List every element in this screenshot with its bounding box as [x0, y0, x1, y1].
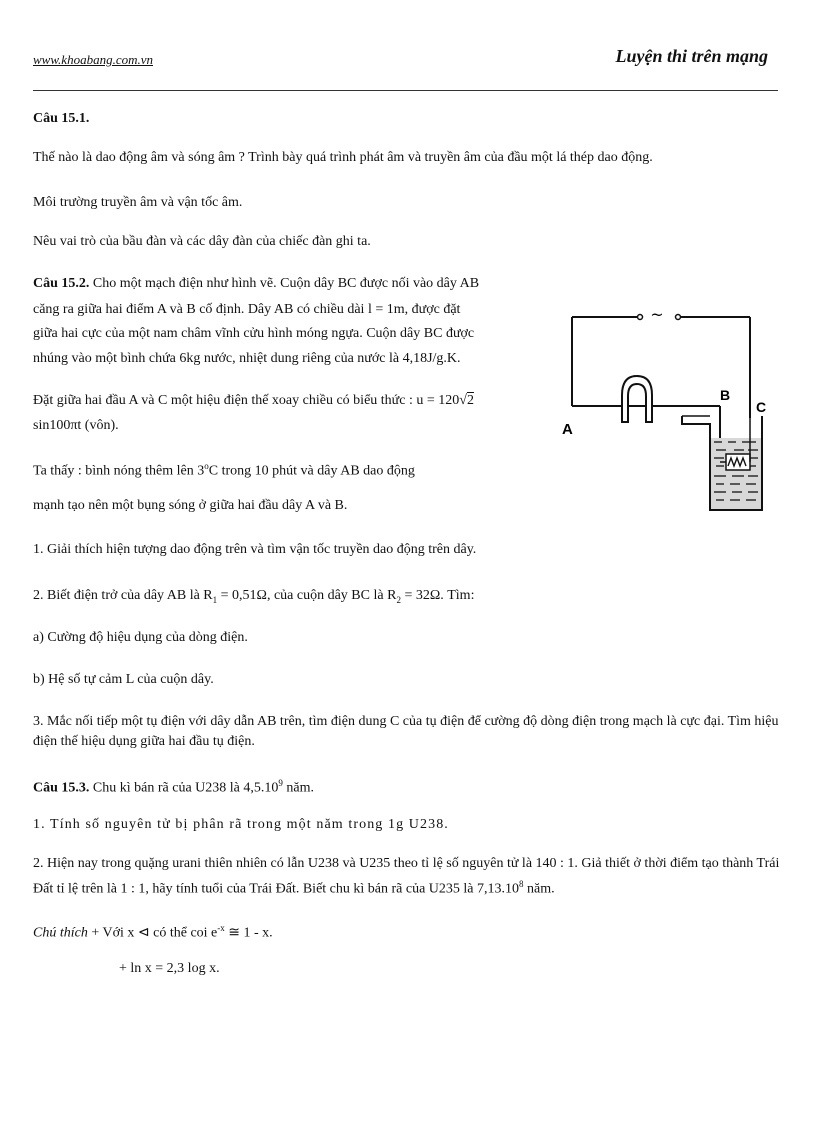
q152-heat: [33, 454, 415, 484]
terminal-right: [676, 315, 681, 320]
header-divider: [33, 90, 778, 91]
terminal-left: [638, 315, 643, 320]
q152-item2: [33, 584, 474, 612]
q152-item3: 3. Mắc nối tiếp một tụ điện với dây dẫn AB trên, tìm điện dung C của tụ điện để cường độ dòng điện trong mạch là cực đại. Tìm hiệu điện thế hiệu dụng giữa hai đầu tụ điện.: [33, 714, 779, 749]
header-tagline: Luyện thi trên mạng: [615, 46, 768, 66]
q152-heat-pre: Ta thấy : bình nóng thêm lên 3: [33, 463, 205, 479]
water: [711, 438, 761, 509]
note-label: Chú thích: [33, 925, 88, 941]
q153-intro-sup: 9: [278, 778, 283, 788]
note-line2: + ln x = 2,3 log x.: [119, 961, 220, 976]
q151-title: Câu 15.1.: [33, 111, 90, 126]
q152-heat-post: C trong 10 phút và dây AB dao động: [208, 463, 415, 479]
q152-heat-line2: mạnh tạo nên một bụng sóng ở giữa hai đầu dây A và B.: [33, 498, 348, 513]
q152-heat-sup: o: [204, 461, 209, 471]
q152-intro1: [33, 272, 479, 296]
q153-item2: [33, 854, 781, 900]
q152-item2-a: 2. Biết điện trở của dây AB là R: [33, 588, 213, 603]
q152-intro4: nhúng vào một bình chứa 6kg nước, nhiệt dung riêng của nước là 4,18J/g.K.: [33, 351, 461, 366]
q152-voltage: [33, 389, 474, 413]
q151-line2: Môi trường truyền âm và vận tốc âm.: [33, 195, 243, 210]
label-b: B: [720, 387, 731, 403]
header-website: www.khoabang.com.vn: [33, 52, 153, 67]
note-line1-pre: + Với x ⊲ có thể coi e: [87, 925, 218, 941]
ac-source-symbol: ~: [650, 305, 664, 324]
q152-item2-b: = 0,51Ω, của cuộn dây BC là R: [217, 588, 397, 603]
q153-title: Câu 15.3.: [33, 780, 90, 796]
q152-voltage-pre: Đặt giữa hai đầu A và C một hiệu điện thế xoay chiều có biểu thức : u = 120: [33, 393, 460, 408]
label-c: C: [756, 399, 767, 415]
circuit-figure: [560, 290, 780, 525]
q152-item1: 1. Giải thích hiện tượng dao động trên và tìm vận tốc truyền dao động trên dây.: [33, 542, 477, 557]
q152-intro3: giữa hai cực của một nam châm vĩnh cửu hình móng ngựa. Cuộn dây BC được: [33, 326, 475, 341]
q151-line1: Thế nào là dao động âm và sóng âm ? Trình bày quá trình phát âm và truyền âm của đầu một lá thép dao động.: [33, 150, 653, 165]
q152-intro1-text: Cho một mạch điện như hình vẽ. Cuộn dây BC được nối vào dây AB: [92, 276, 480, 291]
q153-item2-post: năm.: [523, 881, 555, 897]
q153-intro-post: năm.: [282, 780, 314, 796]
q153-intro: [33, 771, 314, 801]
note-line1-sup: -x: [217, 923, 225, 933]
q153-item1: 1. Tính số nguyên tử bị phân rã trong một năm trong 1g U238.: [33, 817, 449, 832]
q153-item2-pre: 2. Hiện nay trong quặng urani thiên nhiên có lẫn U238 và U235 theo tỉ lệ số nguyên tử là 140 : 1. Giả thiết ở thời điểm tạo thành Trái Đất tỉ lệ trên là 1 : 1, hãy tính tuổi của Trái Đất. Biết chu kì bán rã của U235 là 7,13.10: [33, 856, 780, 897]
q152-item2b: b) Hệ số tự cảm L của cuộn dây.: [33, 672, 214, 687]
sqrt-arg: 2: [466, 393, 474, 408]
horseshoe-magnet: [622, 376, 652, 422]
q152-item2-sub2: 2: [396, 594, 401, 605]
q152-item2a: a) Cường độ hiệu dụng của dòng điện.: [33, 630, 248, 645]
q151-line3: Nêu vai trò của bầu đàn và các dây đàn của chiếc đàn ghi ta.: [33, 234, 371, 249]
q152-item2-sub1: 1: [212, 594, 218, 605]
q153-item2-sup: 8: [519, 879, 524, 889]
note-line1: [33, 916, 273, 946]
sqrt-symbol: √: [459, 393, 467, 408]
q152-intro2: căng ra giữa hai điểm A và B cố định. Dây AB có chiều dài l = 1m, được đặt: [33, 302, 461, 317]
q152-title: Câu 15.2.: [33, 276, 90, 291]
q153-intro-pre: Chu kì bán rã của U238 là 4,5.10: [92, 780, 279, 796]
note-line1-post: ≅ 1 - x.: [224, 925, 273, 941]
q152-item2-c: = 32Ω. Tìm:: [400, 588, 475, 603]
label-a: A: [562, 421, 573, 438]
q152-voltage-line2: sin100πt (vôn).: [33, 418, 119, 433]
